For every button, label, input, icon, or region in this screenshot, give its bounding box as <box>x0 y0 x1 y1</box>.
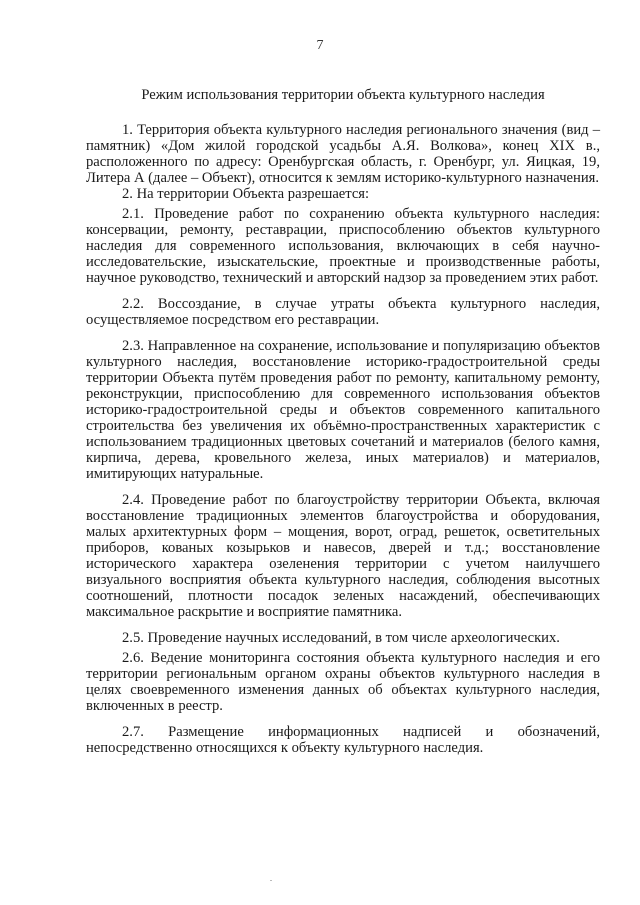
paragraph-2-3: 2.3. Направленное на сохранение, использование и популяризацию объектов культурного наследия, восстановление историко-градостроительной среды территории Объекта путём проведения работ по ремонту, капитальному ремонту, реконструкции, приспособлению для современного использования объектов историко-градостроительной среды и объектов современного капитального строительства без увеличения их объёмно-пространственных характеристик с использованием традиционных цветовых сочетаний и материалов (белого камня, кирпича, дерева, кровельного железа, иных материалов) и материалов, имитирующих натуральные. <box>86 338 600 482</box>
section-title: Режим использования территории объекта культурного наследия <box>141 87 545 103</box>
paragraph-2-4: 2.4. Проведение работ по благоустройству территории Объекта, включая восстановление традиционных элементов благоустройства и оборудования, малых архитектурных форм – мощения, ворот, оград, решеток, осветительных приборов, кованых козырьков и навесов, дверей и т.д.; восстановление исторического характера озеленения территории с учетом наилучшего визуального восприятия объекта культурного наследия, соблюдения высотных соотношений, плотности посадок зеленых насаждений, обеспечивающих максимальное раскрытие и восприятие памятника. <box>86 492 600 620</box>
page-number: 7 <box>316 38 324 53</box>
paragraph-2-1: 2.1. Проведение работ по сохранению объекта культурного наследия: консервации, ремонту, реставрации, приспособлению объектов культурного наследия для современного использования, включающих в себя научно-исследовательские, изыскательские, проектные и производственные работы, научное руководство, технический и авторский надзор за проведением этих работ. <box>86 206 600 286</box>
paragraph-2-2: 2.2. Воссоздание, в случае утраты объекта культурного наследия, осуществляемое посредством его реставрации. <box>86 296 600 328</box>
paragraph-2-5: 2.5. Проведение научных исследований, в том числе археологических. <box>122 630 560 646</box>
paragraph-2-7: 2.7. Размещение информационных надписей и обозначений, непосредственно относящихся к объекту культурного наследия. <box>86 724 600 756</box>
paragraph-2: 2. На территории Объекта разрешается: <box>122 186 370 202</box>
paragraph-1: 1. Территория объекта культурного наследия регионального значения (вид – памятник) «Дом жилой городской усадьбы А.Я. Волкова», конец XIX в., расположенного по адресу: Оренбургская область, г. Оренбург, ул. Яицкая, 19, Литера А (далее – Объект), относится к землям историко-культурного назначения. <box>86 122 600 186</box>
document-body <box>86 122 600 756</box>
scan-speck <box>270 880 272 881</box>
paragraph-2-6: 2.6. Ведение мониторинга состояния объекта культурного наследия и его территории региональным органом охраны объектов культурного наследия в целях своевременного изменения данных об объектах культурного наследия, включенных в реестр. <box>86 650 600 714</box>
